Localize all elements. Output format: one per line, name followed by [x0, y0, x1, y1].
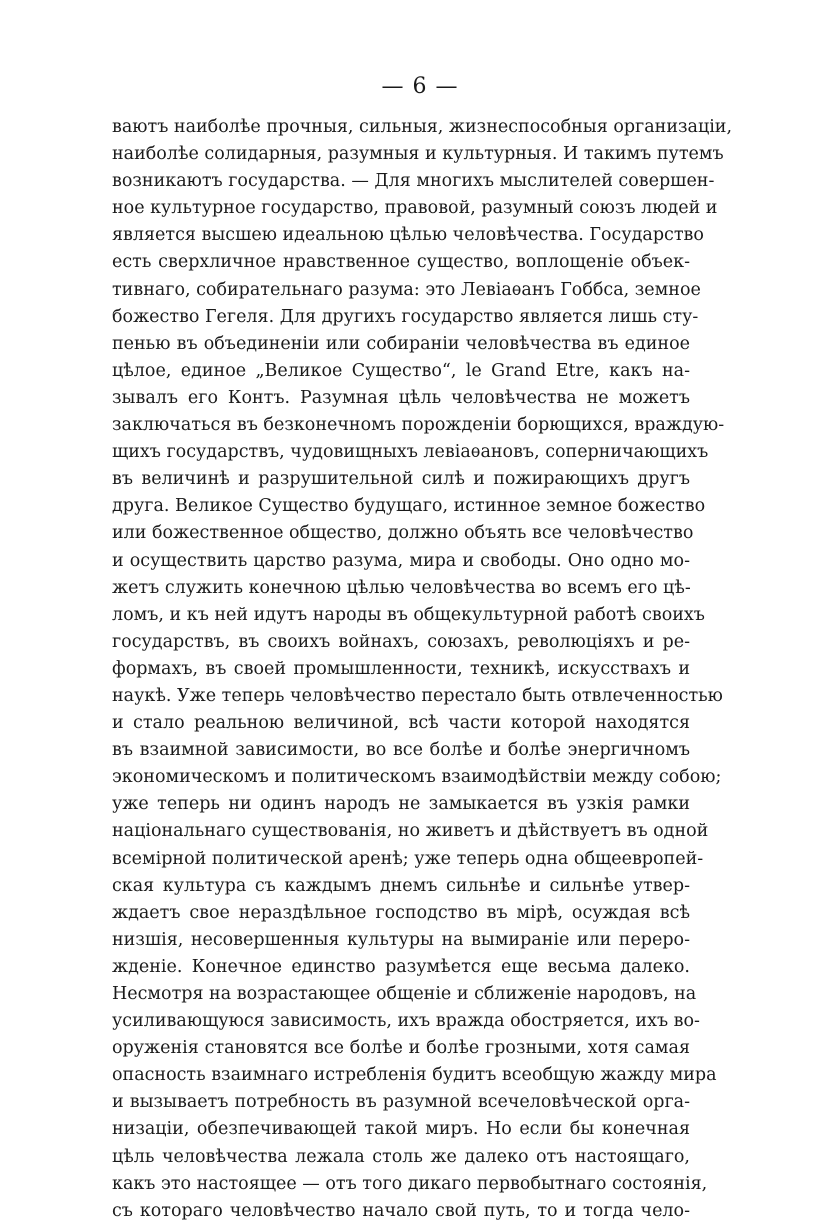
text-line: является высшею идеальною цѣлью человѣчества. Государство	[112, 225, 704, 246]
text-line: и вызываетъ потребность въ разумной всечеловѣческой орга-	[112, 1092, 690, 1113]
text-line: цѣль человѣчества лежала столь же далеко отъ настоящаго,	[112, 1146, 690, 1167]
text-line: заключаться въ безконечномъ порожденіи борющихся, враждую-	[112, 415, 725, 436]
text-line: формахъ, въ своей промышленности, техникѣ, искусствахъ и	[112, 658, 690, 679]
text-line: жетъ служить конечною цѣлью человѣчества во всемъ его цѣ-	[112, 577, 691, 598]
text-line: зывалъ его Контъ. Разумная цѣль человѣчества не можетъ	[112, 387, 690, 408]
text-line: ное культурное государство, правовой, разумный союзъ людей и	[112, 198, 718, 219]
text-line: ждаетъ свое нераздѣльное господство въ мірѣ, осуждая всѣ	[112, 902, 690, 923]
text-line: друга. Великое Существо будущаго, истинное земное божество	[112, 496, 706, 517]
text-line: тивнаго, собирательнаго разума: это Левіаѳанъ Гоббса, земное	[112, 279, 701, 300]
text-line: цѣлое, единое „Великое Существо“, le Grand Etre, какъ на-	[112, 360, 690, 381]
text-line: есть сверхличное нравственное существо, воплощеніе объек-	[112, 252, 690, 273]
text-line: въ величинѣ и разрушительной силѣ и пожирающихъ другъ	[112, 469, 690, 490]
text-line: низаціи, обезпечивающей такой миръ. Но если бы конечная	[112, 1119, 690, 1140]
text-line: наукѣ. Уже теперь человѣчество перестало быть отвлеченностью	[112, 685, 723, 706]
text-line: ломъ, и къ ней идутъ народы въ общекультурной работѣ своихъ	[112, 604, 705, 625]
text-line: щихъ государствъ, чудовищныхъ левіаѳановъ, соперничающихъ	[112, 442, 709, 463]
text-line: государствъ, въ своихъ войнахъ, союзахъ, революціяхъ и ре-	[112, 631, 690, 652]
text-line: ская культура съ каждымъ днемъ сильнѣе и сильнѣе утвер-	[112, 875, 690, 896]
text-line: опасность взаимнаго истребленія будитъ всеобщую жажду мира	[112, 1065, 717, 1086]
text-line: Несмотря на возрастающее общеніе и сближеніе народовъ, на	[112, 984, 697, 1004]
text-line: усиливающуюся зависимость, ихъ вражда обостряется, ихъ во-	[112, 1011, 700, 1032]
body-text	[112, 114, 733, 1225]
text-line: всемірной политической аренѣ; уже теперь одна общеевропей-	[112, 848, 704, 869]
text-line: оруженія становятся все болѣе и болѣе грозными, хотя самая	[112, 1038, 690, 1059]
text-line: уже теперь ни одинъ народъ не замыкается въ узкія рамки	[112, 794, 690, 815]
page-number: — 6 —	[381, 74, 459, 99]
text-line: жденіе. Конечное единство разумѣется еще весьма далеко.	[112, 956, 690, 977]
text-line: низшія, несовершенныя культуры на вымираніе или переро-	[112, 929, 690, 950]
text-line: или божественное общество, должно объять все человѣчество	[112, 523, 694, 544]
text-line: возникаютъ государства. — Для многихъ мыслителей совершен-	[112, 171, 715, 192]
text-line: и стало реальною величиной, всѣ части которой находятся	[112, 713, 690, 734]
text-line: національнаго существованія, но живетъ и дѣйствуетъ въ одной	[112, 821, 709, 842]
text-line: экономическомъ и политическомъ взаимодѣйствіи между собою;	[112, 767, 722, 788]
text-line: ваютъ наиболѣе прочныя, сильныя, жизнеспособныя организаціи,	[112, 117, 733, 137]
text-line: съ котораго человѣчество начало свой путь, то и тогда чело-	[112, 1200, 690, 1221]
text-line: наиболѣе солидарныя, разумныя и культурныя. И такимъ путемъ	[112, 144, 724, 165]
text-line: божество Гегеля. Для другихъ государство является лишь сту-	[112, 306, 699, 327]
text-line: какъ это настоящее — отъ того дикаго первобытнаго состоянія,	[112, 1173, 708, 1194]
text-line: пенью въ объединеніи или собираніи человѣчества въ единое	[112, 333, 690, 354]
text-line: въ взаимной зависимости, во все болѣе и болѣе энергичномъ	[112, 740, 690, 761]
text-line: и осуществить царство разума, мира и свободы. Оно одно мо-	[112, 550, 690, 571]
